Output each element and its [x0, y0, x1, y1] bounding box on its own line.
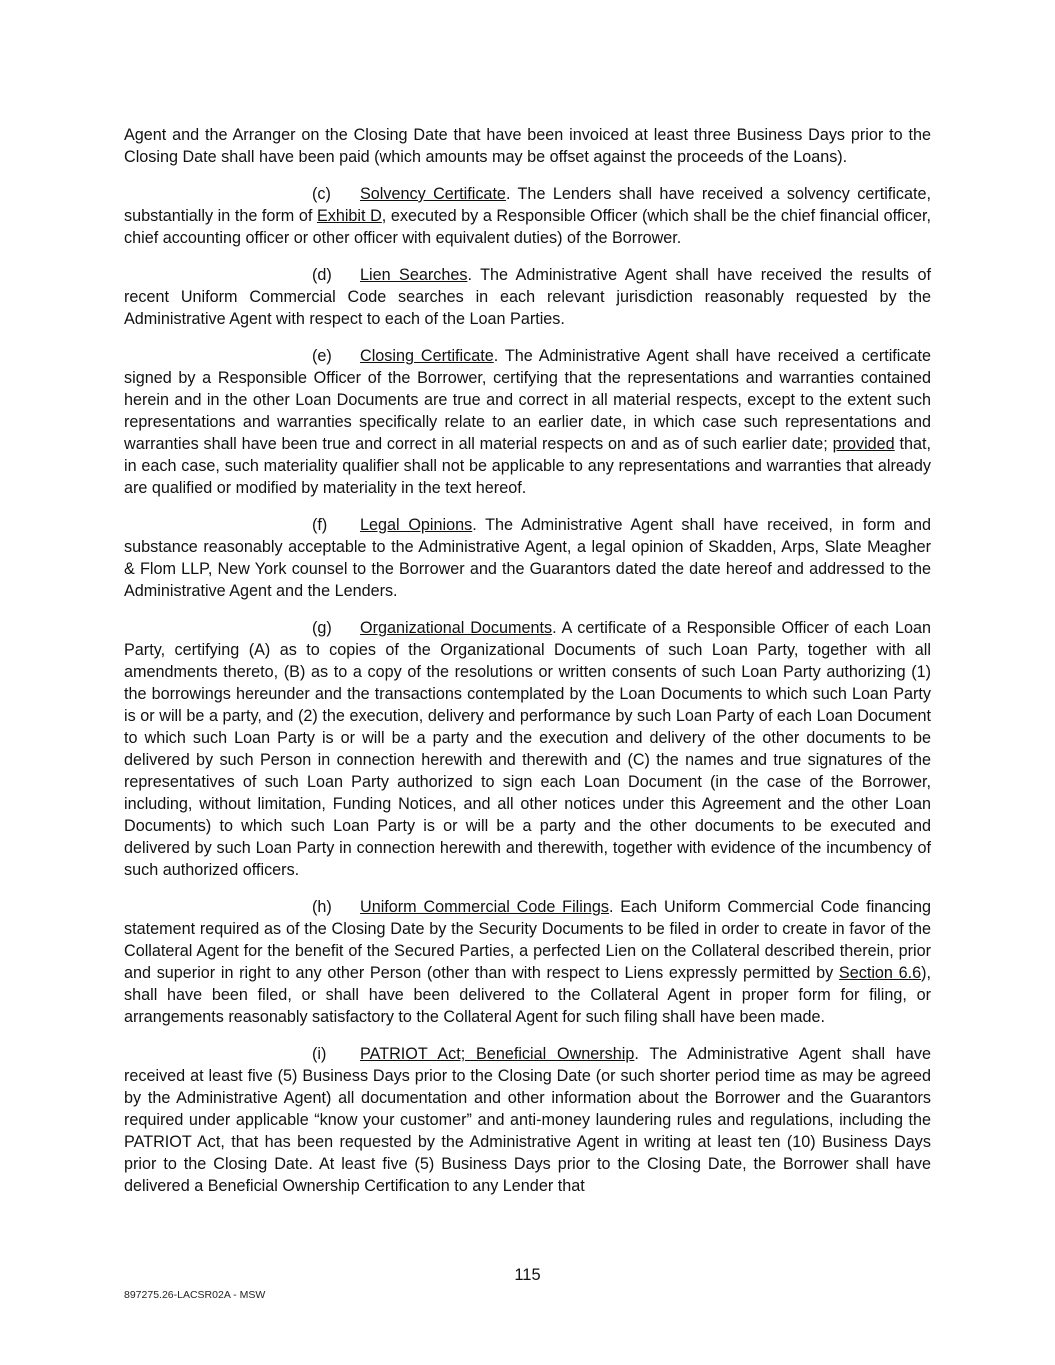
section-f-paragraph: (f) Legal Opinions. The Administrative Agent shall have received, in form and substance reasonably acceptable to the Administrative Agent, a legal opinion of Skadden, Arps, Slate Meagher & Flom LLP, New York counsel to the Borrower and the Guarantors dated the date hereof and addressed to the Administrative Agent and the Lenders.: [124, 516, 931, 600]
continuation-paragraph: Agent and the Arranger on the Closing Date that have been invoiced at least three Business Days prior to the Closing Date shall have been paid (which amounts may be offset against the proceeds of the Loans).: [124, 126, 931, 166]
section-c-heading: Solvency Certificate: [360, 185, 506, 203]
section-f-heading: Legal Opinions: [360, 516, 473, 534]
section-g-heading: Organizational Documents: [360, 619, 553, 637]
section-6-6-reference: Section 6.6: [838, 964, 922, 982]
section-c-paragraph: (c) Solvency Certificate. The Lenders shall have received a solvency certificate, substantially in the form of Exhibit D, executed by a Responsible Officer (which shall be the chief financial officer, chief accounting officer or other officer with equivalent duties) of the Borrower.: [124, 185, 932, 247]
document-id: 897275.26-LACSR02A - MSW: [124, 1289, 266, 1301]
section-g-letter: (g): [312, 619, 332, 637]
section-h-paragraph: (h) Uniform Commercial Code Filings. Each Uniform Commercial Code financing statement required as of the Closing Date by the Security Documents to be filed in order to create in favor of the Collateral Agent for the benefit of the Secured Parties, a perfected Lien on the Collateral described therein, prior and superior in right to any other Person (other than with respect to Liens expressly permitted by Section 6.6), shall have been filed, or shall have been delivered to the Collateral Agent in proper form for filing, or arrangements reasonably satisfactory to the Collateral Agent for such filing shall have been made.: [124, 898, 931, 1026]
section-i-heading: PATRIOT Act; Beneficial Ownership: [360, 1045, 635, 1063]
section-c-letter: (c): [312, 185, 331, 203]
page-number: 115: [514, 1266, 541, 1284]
provided-term: provided: [832, 435, 895, 453]
section-e-heading: Closing Certificate: [360, 347, 494, 365]
section-i-paragraph: (i) PATRIOT Act; Beneficial Ownership. The Administrative Agent shall have received at least five (5) Business Days prior to the Closing Date (or such shorter period time as may be agreed by the Administrative Agent) all documentation and other information about the Borrower and the Guarantors required under applicable “know your customer” and anti-money laundering rules and regulations, including the PATRIOT Act, that has been requested by the Administrative Agent in writing at least ten (10) Business Days prior to the Closing Date. At least five (5) Business Days prior to the Closing Date, the Borrower shall have delivered a Beneficial Ownership Certification to any Lender that: [124, 1045, 931, 1195]
section-d-heading: Lien Searches: [360, 266, 468, 284]
section-h-heading: Uniform Commercial Code Filings: [360, 898, 609, 916]
section-f-letter: (f): [312, 516, 328, 534]
section-h-letter: (h): [312, 898, 332, 916]
section-e-paragraph: (e) Closing Certificate. The Administrative Agent shall have received a certificate signed by a Responsible Officer of the Borrower, certifying that the representations and warranties contained herein and in the other Loan Documents are true and correct in all material respects, except to the extent such representations and warranties specifically relate to an earlier date, in which case such representations and warranties shall have been true and correct in all material respects on and as of such earlier date; provided that, in each case, such materiality qualifier shall not be applicable to any representations and warranties that already are qualified or modified by materiality in the text hereof.: [124, 347, 932, 497]
section-d-paragraph: (d) Lien Searches. The Administrative Agent shall have received the results of recent Uniform Commercial Code searches in each relevant jurisdiction reasonably requested by the Administrative Agent with respect to each of the Loan Parties.: [124, 266, 931, 328]
section-i-letter: (i): [312, 1045, 327, 1063]
exhibit-d-reference: Exhibit D: [316, 207, 382, 225]
document-body: [124, 124, 931, 1212]
section-d-letter: (d): [312, 266, 332, 284]
section-g-paragraph: (g) Organizational Documents. A certificate of a Responsible Officer of each Loan Party, certifying (A) as to copies of the Organizational Documents of such Loan Party, together with all amendments thereto, (B) as to a copy of the resolutions or written consents of such Loan Party authorizing (1) the borrowings hereunder and the transactions contemplated by the Loan Documents to which such Loan Party is or will be a party, and (2) the execution, delivery and performance by such Loan Party of each Loan Document to which such Loan Party is or will be a party and the execution and delivery of the other documents to be delivered by such Person in connection herewith and therewith and (C) the names and true signatures of the representatives of such Loan Party authorized to sign each Loan Document (in the case of the Borrower, including, without limitation, Funding Notices, and all other notices under this Agreement and the other Loan Documents) to which such Loan Party is or will be a party and the other documents to be executed and delivered by such Loan Party in connection herewith and therewith, together with evidence of the incumbency of such authorized officers.: [124, 619, 931, 879]
section-e-letter: (e): [312, 347, 332, 365]
